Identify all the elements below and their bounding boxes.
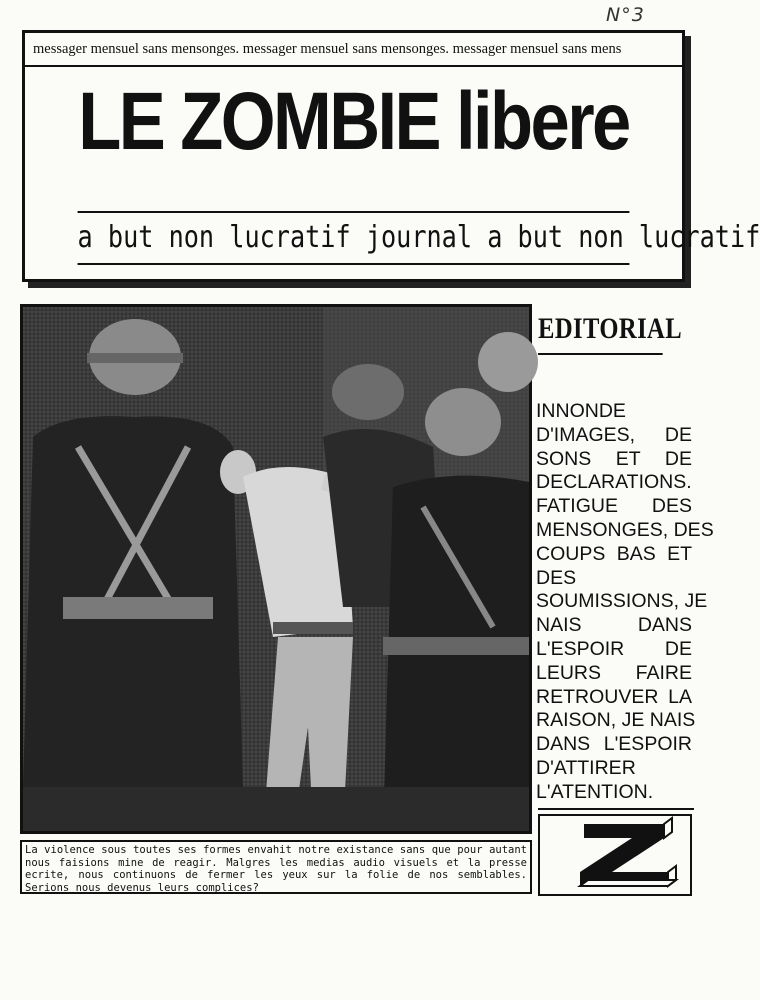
editorial-line: INNONDE [536,400,626,422]
masthead-tagline-top: messager mensuel sans mensonges. messager mensuel sans mensonges. messager mensuel sans mens [25,33,682,67]
masthead-tagline-bottom: a but non lucratif journal a but non lucratif [78,211,630,265]
divider [538,808,694,810]
editorial-heading: EDITORIAL [538,307,663,355]
riot-police-photo-illustration [23,307,529,831]
masthead [22,30,760,282]
editorial-line: D'ATTIRER [536,756,636,779]
newspaper-title: LE ZOMBIE libere [78,76,629,167]
editorial-line: COUPS BAS ET [536,542,692,565]
z-logo-icon [540,816,690,894]
editorial-line: FATIGUE DES [536,495,692,518]
editorial-line: D'IMAGES, DE [536,423,692,446]
editorial-line: DECLARATIONS. [536,471,692,494]
editorial-line: DANS L'ESPOIR [536,733,692,756]
editorial-line: LEURS FAIRE [536,661,692,684]
editorial-line: SONS ET DE [536,447,692,470]
editorial-line: RAISON, JE NAIS [536,709,696,732]
editorial-line: SOUMISSIONS, JE [536,590,708,613]
photo-caption: La violence sous toutes ses formes envahit notre existance sans que pour autant nous faisions mine de reagir. Malgres les medias audio visuels et la presse ecrite, nous continuons de fermer les yeux sur la folie de nos semblables. Serions nous devenus leurs complices? [20,840,532,894]
editorial-line: L'ESPOIR DE [536,637,692,660]
editorial-line: MENSONGES, DES [536,518,714,541]
editorial-line: DES [536,566,577,589]
zombie-logo [538,814,692,896]
editorial-line: L'ATENTION. [536,780,654,803]
issue-number: N°3 [606,4,645,26]
editorial-line: RETROUVER LA [536,685,692,708]
editorial-line: NAIS DANS [536,614,692,637]
editorial-body [536,400,714,805]
cover-photo [20,304,532,834]
